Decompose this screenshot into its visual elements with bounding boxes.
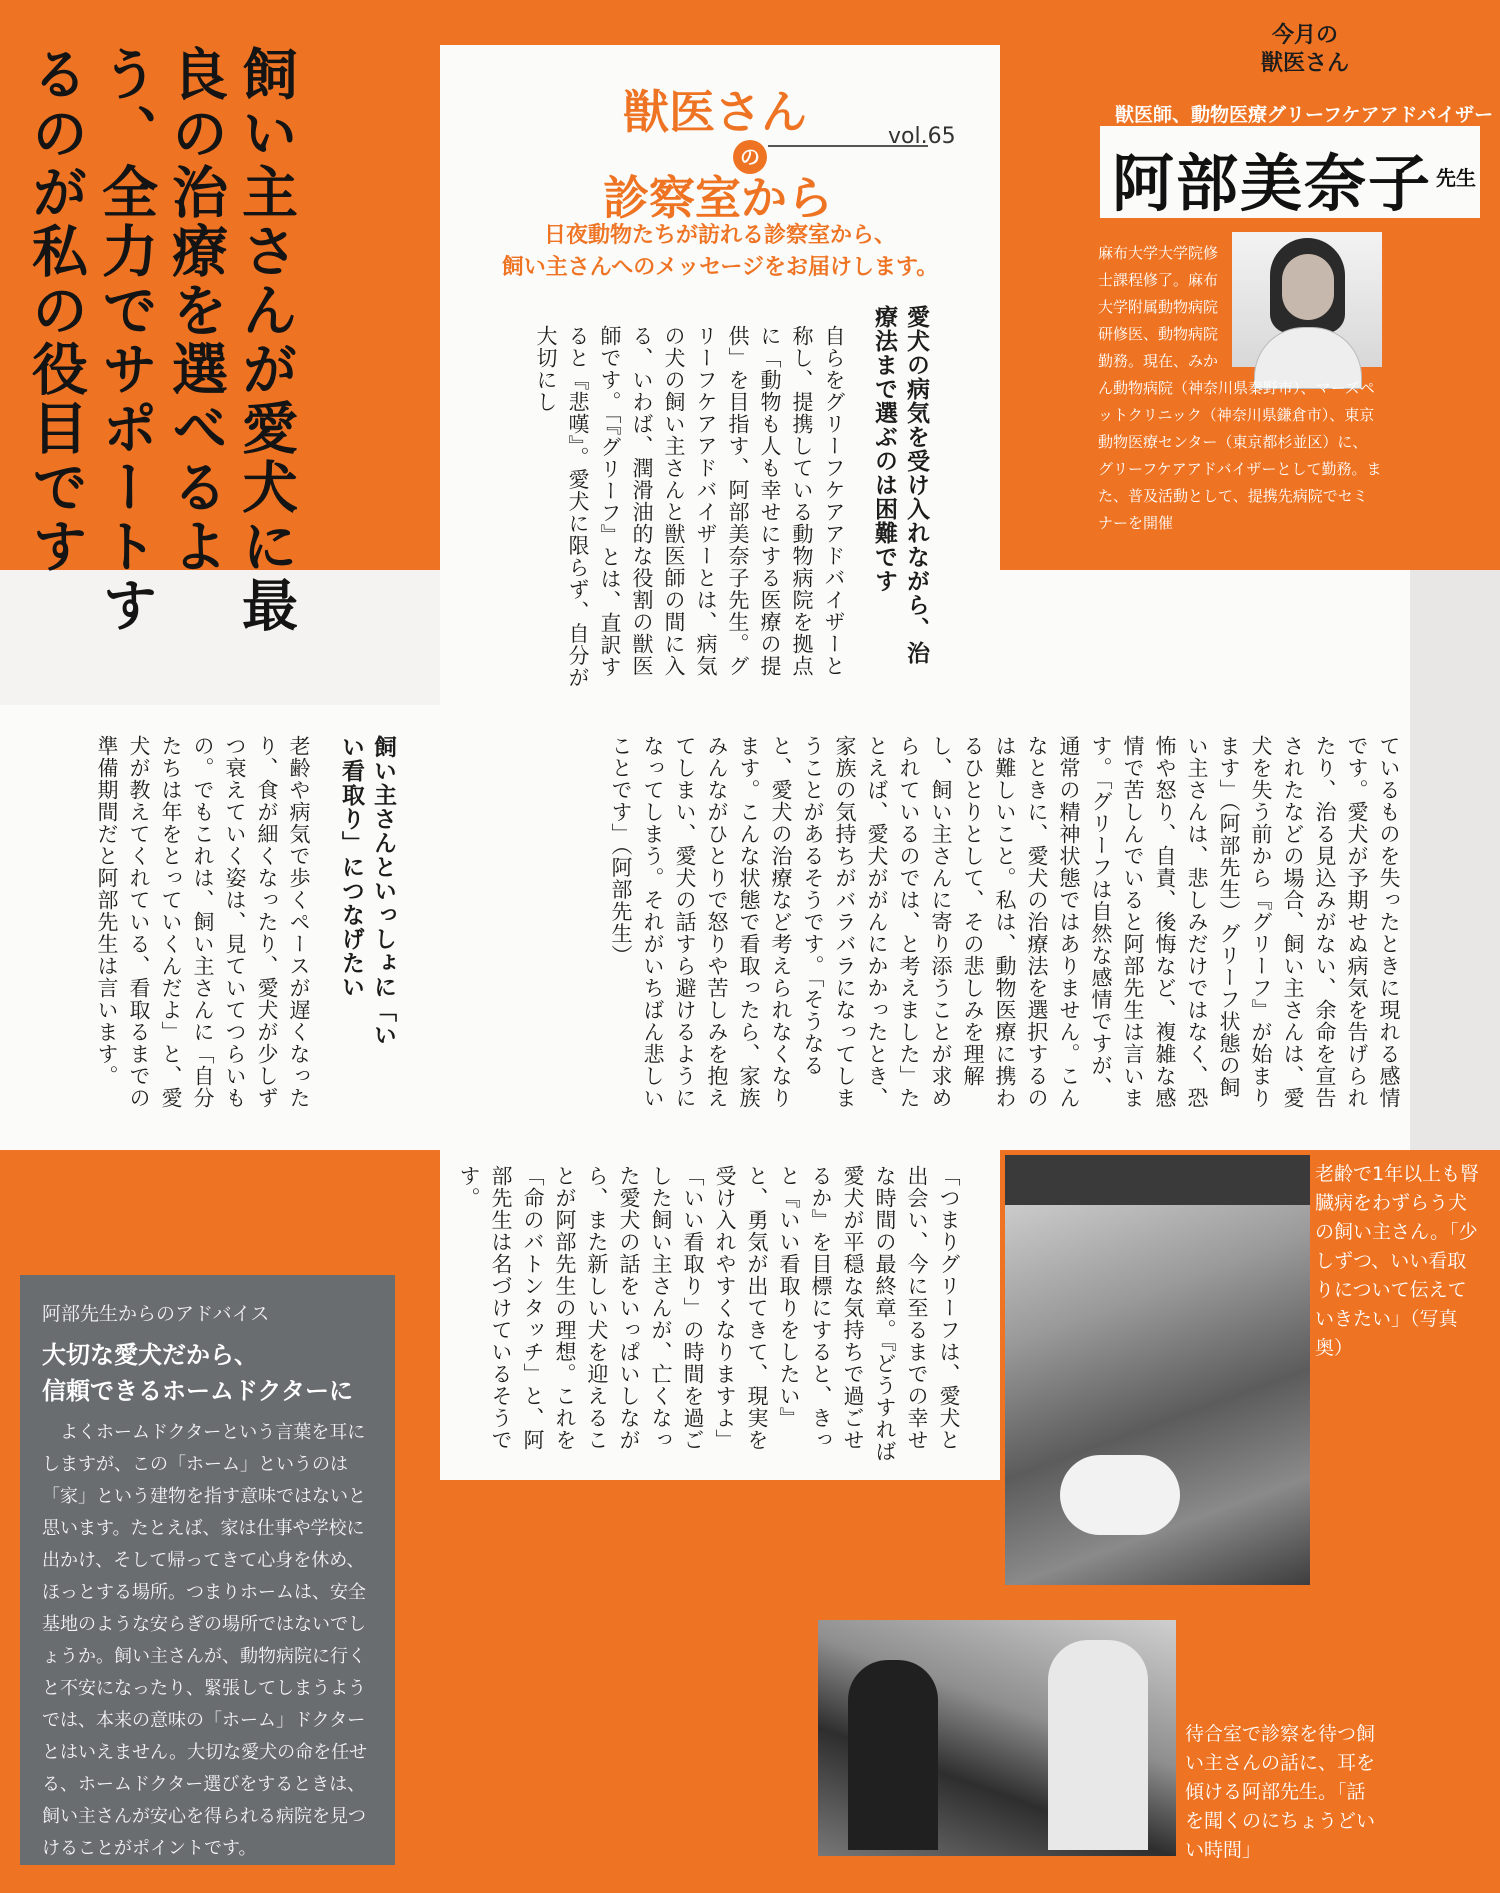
doctor-tag-line2: 獣医さん [1260,51,1349,76]
photo-person [848,1660,938,1850]
photo-roof [1005,1155,1310,1205]
logo-particle: の [733,140,767,174]
logo-line1: 獣医さん [623,85,807,139]
doctor-portrait [1232,232,1382,367]
article-column-1: 自らをグリーフケアアドバイザーと称し、提携している動物病院を拠点に「動物も人も幸せにする医療の提供」を目指す、阿部美奈子先生。グリーフケアアドバイザーとは、病気の犬の飼い主さんと獣医師の間に入る、いわば、潤滑油的な役割の獣医師です。「『グリーフ』とは、直訳すると『悲嘆』。愛犬に限らず、自分が大切にし [534,325,846,689]
photo-waiting-room [818,1620,1176,1856]
intro-line1: 日夜動物たちが訪れる診察室から、 [543,223,896,248]
article-column-3: 老齢や病気で歩くペースが遅くなったり、食が細くなったり、愛犬が少しずつ衰えていく姿は、見ていてつらいもの。でもこれは、飼い主さんに「自分たちは年をとっていくんだよ」と、愛犬が教えてくれている、看取るまでの準備期間だと阿部先生は言います。 [95,735,311,1109]
doctor-name-box [1100,126,1480,218]
photo-doctor [1048,1640,1148,1850]
doctor-tag [1240,22,1370,78]
logo-line2: 診察室から [603,171,833,225]
intro-line2: 飼い主さんへのメッセージをお届けします。 [501,255,939,280]
article-column-2: ているものを失ったときに現れる感情です。愛犬が予期せぬ病気を告げられたり、治る見込みがない、余命を宣告されたなどの場合、飼い主さんは、愛犬を失う前から『グリーフ』が始まります」（阿部先生）グリーフ状態の飼い主さんは、悲しみだけではなく、恐怖や怒り、自責、後悔など、複雑な感情で苦しんでいると阿部先生は言います。「グリーフは自然な感情ですが、通常の精神状態ではありません。こんなときに、愛犬の治療法を選択するのは難しいこと。私は、動物医療に携わるひとりとして、その悲しみを理解し、飼い主さんに寄り添うことが求められているのでは、と考えました」たとえば、愛犬ががんにかかったとき、家族の気持ちがバラバラになってしまうことがあるそうです。「そうなると、愛犬の治療など考えられなくなります。こんな状態で看取ったら、家族みんながひとりで怒りや苦しみを抱えてしまい、愛犬の話すら避けるようになってしまう。それがいちばん悲しいことです」（阿部先生） [609,735,1401,1109]
advice-title-1: 大切な愛犬だから、 [42,1341,258,1369]
column-logo [448,70,988,240]
doctor-bio-rest: ん動物病院（神奈川県秦野市）、マーズペットクリニック（神奈川県鎌倉市）、東京動物医療センター（東京都杉並区）に、グリーフケアアドバイザーとして勤務。また、普及活動として、提携先病院でセミナーを開催 [1098,379,1382,532]
orange-top-strip [440,0,1000,45]
doctor-tag-line1: 今月の [1271,23,1338,48]
intro-text [460,220,980,284]
doctor-honorific: 先生 [1436,166,1476,190]
advice-box [20,1275,395,1865]
photo-dog [1060,1455,1180,1535]
advice-title-2: 信頼できるホームドクターに [42,1377,354,1405]
doctor-title: 獣医師、動物医療グリーフケアアドバイザー [1115,104,1494,126]
portrait-face [1282,254,1334,320]
article-band-strip [1410,570,1500,1150]
advice-label: 阿部先生からのアドバイス [42,1303,270,1325]
photo1-caption: 老齢で1年以上も腎臓病をわずらう犬の飼い主さん。「少しずつ、いい看取りについて伝えていきたい」（写真奥） [1315,1163,1480,1359]
logo-volume: vol.65 [888,124,956,149]
article-subhead-1: 愛犬の病気を受け入れながら、治療法まで選ぶのは困難です [871,305,929,665]
doctor-name: 阿部美奈子 [1112,147,1433,220]
headline: 飼い主さんが愛犬に最良の治療を選べるよう、全力でサポートするのが私の役目です [23,45,298,635]
article-subhead-2: 飼い主さんといっしょに「いい看取り」につなげたい [338,735,396,1047]
advice-body: よくホームドクターという言葉を耳にしますが、この「ホーム」というのは「家」という建物を指す意味ではないと思います。たとえば、家は仕事や学校に出かけ、そして帰ってきて心身を休め、ほっとする場所。つまりホームは、安全基地のような安らぎの場所ではないでしょうか。飼い主さんが、動物病院に行くと不安になったり、緊張してしまうようでは、本来の意味の「ホーム」ドクターとはいえません。大切な愛犬の命を任せる、ホームドクター選びをするときは、飼い主さんが安心を得られる病院を見つけることがポイントです。 [42,1422,368,1859]
photo-dog-owner [1005,1155,1310,1585]
doctor-bio-top: 麻布大学大学院修士課程修了。麻布大学附属動物病院研修医、動物病院勤務。現在、みか [1098,244,1219,370]
article-column-4: 「つまりグリーフは、愛犬と出会い、今に至るまでの幸せな時間の最終章。『どうすれば愛犬が平穏な気持ちで過ごせるか』を目標にすると、きっと『いい看取りをしたい』と、勇気が出てきて、現実を受け入れやすくなりますよ」「いい看取り」の時間を過ごした飼い主さんが、亡くなった愛犬の話をいっぱいしながら、また新しい犬を迎えることが阿部先生の理想。これを「命のバトンタッチ」と、阿部先生は名づけているそうです。 [457,1165,961,1463]
photo2-caption: 待合室で診察を待つ飼い主さんの話に、耳を傾ける阿部先生。「話を聞くのにちょうどいい時間」 [1185,1723,1376,1861]
